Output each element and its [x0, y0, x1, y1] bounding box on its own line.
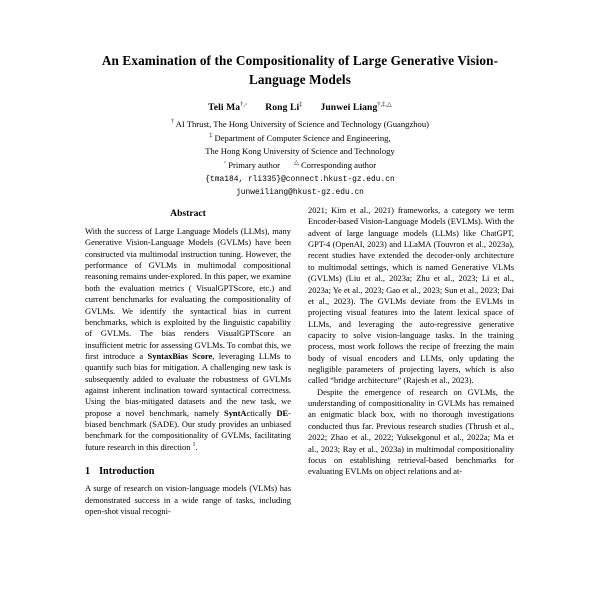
author-marks: ‡: [299, 101, 303, 109]
abstract-heading: Abstract: [170, 208, 206, 219]
author-entry: [320, 102, 391, 113]
affiliation-item: [80, 145, 520, 158]
author-notes: [80, 159, 520, 172]
right-column: [308, 205, 514, 600]
abstract-bold-2: SyntA: [224, 407, 247, 418]
affiliation-item: [80, 118, 520, 131]
left-column: [85, 205, 291, 600]
section-title: Introduction: [99, 466, 155, 478]
abstract-bold-1: SyntaxBias Score: [147, 350, 213, 361]
body-columns: [0, 205, 600, 600]
author-name: Junwei Liang: [320, 102, 378, 114]
right-paragraph-1: 2021; Kim et al., 2021) frameworks, a category we term Encoder-based Vision-Language Models (EVLMs). With the advent of large language models (LLMs) like ChatGPT, GPT-4 (OpenAI, 2023) and LLaMA (Touvron et al., 2023a), recent studies have extended the decoder-only architecture to multimodal settings, which is named Generative VLMs (GVLMs) (Liu et al., 2023a; Zhu et al., 2023; Li et al., 2023a; Ye et al., 2023; Gao et al., 2023; Sun et al., 2023; Dai et al., 2023). The GVLMs deviate from the EVLMs in projecting visual features into the latent lexical space of LLMs, and leveraging the auto-regressive generative capacity to solve vision-language tasks. In the training process, most work follows the recipe of freezing the main body of visual encoders and LLMs, only updating the negligible parameters of projecting layers, which is also called “bridge architecture” (Rajesh et al., 2023).: [308, 205, 514, 386]
abstract-bold-3: DE: [276, 407, 289, 418]
abstract-paragraph: [85, 226, 291, 453]
affiliation-text: The Hong Kong University of Science and Technology: [205, 145, 395, 156]
author-list: [80, 102, 520, 113]
author-entry: [208, 102, 247, 113]
abstract-text-4: -biased benchmark (SADE). Our study provides an unbiased benchmark for the compositionality of GVLMs, facilitating future research in this direction: [85, 407, 291, 452]
author-entry: [265, 102, 302, 113]
intro-paragraph-1: A surge of research on vision-language models (VLMs) has demonstrated success in a wide range of tasks, including open-shot visual recogni-: [85, 483, 291, 516]
affiliation-list: [80, 118, 520, 157]
abstract-text-1: With the success of Large Language Models (LLMs), many Generative Vision-Language Models (GVLMs) have been constructed via multimodal instruction tuning. However, the performance of GVLMs in multimodal compositional reasoning remains under-explored. In this paper, we examine both the evaluation metrics ( VisualGPTScore, etc.) and current benchmarks for evaluating the compositionality of GVLMs. We identify the syntactical bias in current benchmarks, which is exploited by the linguistic capability of GVLMs. The bias renders VisualGPTScore an insufficient metric for assessing GVLMs. To combat this, we first introduce a: [85, 226, 291, 361]
author-name: Teli Ma: [208, 102, 241, 114]
affiliation-text: Department of Computer Science and Engineering,: [214, 132, 391, 143]
abstract-text-5: .: [195, 441, 198, 452]
abstract-text-3: ctically: [246, 407, 277, 418]
note-text: Primary author: [228, 159, 281, 170]
page-title: An Examination of the Compositionality of Large Generative Vision-Language Models: [101, 53, 499, 87]
affiliation-item: [80, 132, 520, 145]
title-block: [0, 0, 600, 199]
email-line: junweiliang@hkust-gz.edu.cn: [236, 187, 364, 197]
author-marks: †,◦: [240, 101, 248, 109]
note-text: Corresponding author: [300, 159, 377, 170]
affiliation-mark: ‡: [209, 132, 213, 139]
right-paragraph-2: Despite the emergence of research on GVLMs, the understanding of compositionality in GVLMs has remained an enigmatic black box, with no thorough investigations conducted thus far. Previous research studies (Thrush et al., 2022; Zhao et al., 2022; Yuksekgonul et al., 2022a; Ma et al., 2023; Ray et al., 2023a) in multimodal compositionality focus on establishing retrieval-based benchmarks for evaluating EVLMs on object relations and at-: [308, 386, 514, 477]
affiliation-mark: †: [170, 119, 174, 126]
section-number: 1: [85, 466, 91, 478]
author-name: Rong Li: [265, 102, 300, 114]
abstract-text-2: , leveraging LLMs to quantify such bias for mitigation. A challenging new task is subsequently added to evaluate the robustness of GVLMs against inherent inclination toward syntactical correctness. Using the bias-mitigated datasets and the new task, we propose a novel benchmark, namely: [85, 350, 291, 418]
section-heading-introduction: [85, 466, 291, 477]
author-marks: †,‡,△: [377, 101, 392, 109]
footnote-marker[interactable]: 1: [192, 442, 196, 449]
affiliation-text: AI Thrust, The Hong University of Science and Technology (Guangzhou): [175, 119, 430, 130]
note-mark: △: [294, 158, 299, 166]
email-line: {tma184, rli335}@connect.hkust-gz.edu.cn: [205, 174, 395, 184]
note-mark: ◦: [223, 158, 227, 166]
email-list: [80, 174, 520, 200]
